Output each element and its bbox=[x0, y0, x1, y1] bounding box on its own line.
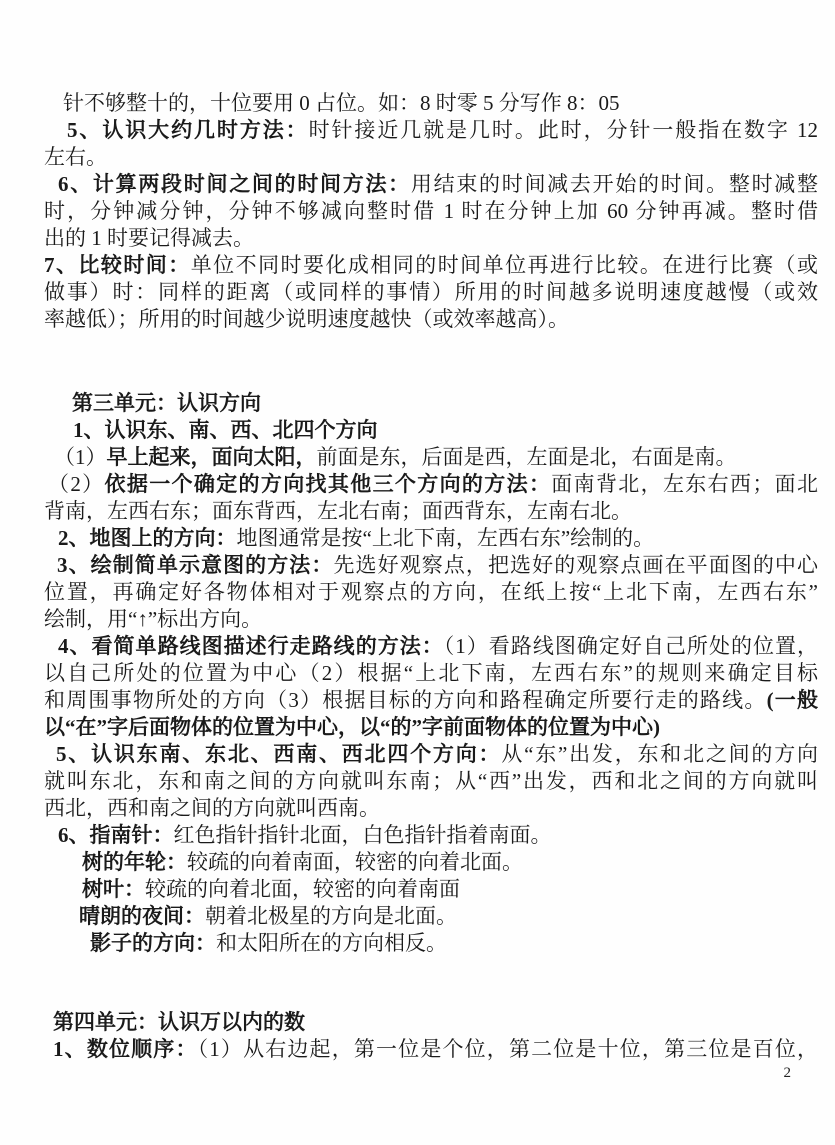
section-gap bbox=[44, 333, 818, 390]
text-run: 用结束的时间减去开始的时间。整时减整 bbox=[410, 172, 819, 196]
text-line bbox=[44, 552, 818, 579]
text-run-bold: 5、认识大约几时方法： bbox=[67, 118, 309, 142]
text-run: 时针接近几就是几时。此时，分针一般指在数字 12 bbox=[308, 118, 819, 142]
text-line bbox=[44, 876, 818, 903]
text-run: 地图通常是按“上北下南，左西右东”绘制的。 bbox=[236, 526, 655, 550]
text-line bbox=[44, 930, 818, 957]
text-line bbox=[44, 198, 818, 225]
text-line bbox=[44, 144, 818, 171]
text-run: 面南背北，左东右西；面北 bbox=[551, 472, 819, 496]
text-line bbox=[44, 252, 818, 279]
text-line bbox=[44, 306, 818, 333]
text-line bbox=[44, 903, 818, 930]
text-run-bold: 第四单元：认识万以内的数 bbox=[53, 1010, 305, 1034]
text-run-bold: 6、指南针： bbox=[58, 823, 174, 847]
text-line bbox=[44, 471, 818, 498]
text-line bbox=[44, 90, 818, 117]
text-run: （1）从右边起，第一位是个位，第二位是十位，第三位是百位， bbox=[197, 1037, 819, 1061]
text-run: （1） bbox=[54, 445, 107, 469]
text-run: 针不够整十的，十位要用 0 占位。如：8 时零 5 分写作 8：05 bbox=[63, 91, 620, 115]
text-run-bold: 4、看简单路线图描述行走路线的方法： bbox=[58, 634, 444, 658]
text-run: 和太阳所在的方向相反。 bbox=[216, 931, 447, 955]
text-line bbox=[44, 417, 818, 444]
text-line bbox=[44, 660, 818, 687]
text-line bbox=[44, 279, 818, 306]
text-run: 从“东”出发，东和北之间的方向 bbox=[501, 742, 819, 766]
text-line bbox=[44, 390, 818, 417]
text-line bbox=[44, 444, 818, 471]
section-gap bbox=[44, 957, 818, 1009]
text-line bbox=[44, 849, 818, 876]
text-line bbox=[44, 1009, 818, 1036]
text-run: 做事）时：同样的距离（或同样的事情）所用的时间越多说明速度越慢（或效 bbox=[44, 280, 818, 304]
text-run: 就叫东北，东和南之间的方向就叫东南；从“西”出发，西和北之间的方向就叫 bbox=[44, 769, 818, 793]
text-run: 红色指针指针北面，白色指针指着南面。 bbox=[173, 823, 552, 847]
text-run: 绘制，用“↑”标出方向。 bbox=[44, 607, 263, 631]
text-run: 先选好观察点，把选好的观察点画在平面图的中心 bbox=[333, 553, 819, 577]
document-body bbox=[44, 90, 818, 1063]
text-run-bold: 以“在”字后面物体的位置为中心，以“的”字前面物体的位置为中心) bbox=[44, 715, 660, 739]
text-run-bold: 依据一个确定的方向找其他三个方向的方法： bbox=[104, 472, 552, 496]
text-run-bold: 7、比较时间： bbox=[44, 253, 191, 277]
text-line bbox=[44, 225, 818, 252]
text-run: （2） bbox=[48, 472, 105, 496]
text-run: 位置，再确定好各物体相对于观察点的方向，在纸上按“上北下南，左西右东” bbox=[44, 580, 818, 604]
text-run: 和周围事物所处的方向（3）根据目标的方向和路程确定所要行走的路线。 bbox=[44, 688, 767, 712]
text-run-bold: 3、绘制简单示意图的方法： bbox=[57, 553, 334, 577]
text-line bbox=[44, 498, 818, 525]
text-run: 朝着北极星的方向是北面。 bbox=[205, 904, 457, 928]
text-run: 西北，西和南之间的方向就叫西南。 bbox=[44, 796, 380, 820]
text-run-bold: 5、认识东南、东北、西南、西北四个方向： bbox=[56, 742, 502, 766]
text-run: 率越低）；所用的时间越少说明速度越快（或效率越高）。 bbox=[44, 307, 569, 331]
text-run: 出的 1 时要记得减去。 bbox=[44, 226, 254, 250]
text-line bbox=[44, 117, 818, 144]
text-run-bold: 影子的方向： bbox=[90, 931, 216, 955]
text-run: 单位不同时要化成相同的时间单位再进行比较。在进行比赛（或 bbox=[190, 253, 819, 277]
text-run-bold: 6、计算两段时间之间的时间方法： bbox=[58, 172, 411, 196]
text-line bbox=[44, 741, 818, 768]
text-run-bold: 2、地图上的方向： bbox=[58, 526, 237, 550]
text-run: （1）看路线图确定好自己所处的位置， bbox=[443, 634, 819, 658]
text-line bbox=[44, 714, 818, 741]
text-run: 左右。 bbox=[44, 145, 107, 169]
page-number: 2 bbox=[783, 1065, 791, 1081]
text-run: 前面是东，后面是西，左面是北，右面是南。 bbox=[316, 445, 737, 469]
text-line bbox=[44, 579, 818, 606]
text-run-bold: (一般 bbox=[766, 688, 818, 712]
text-line bbox=[44, 606, 818, 633]
text-line bbox=[44, 633, 818, 660]
text-run: 以自己所处的位置为中心（2）根据“上北下南，左西右东”的规则来确定目标 bbox=[44, 661, 818, 685]
text-line bbox=[44, 171, 818, 198]
text-line bbox=[44, 687, 818, 714]
text-line bbox=[44, 768, 818, 795]
text-run-bold: 第三单元：认识方向 bbox=[72, 391, 261, 415]
text-run-bold: 1、数位顺序： bbox=[53, 1037, 198, 1061]
text-run-bold: 树叶： bbox=[82, 877, 145, 901]
text-run-bold: 晴朗的夜间： bbox=[79, 904, 205, 928]
text-run: 较疏的向着北面，较密的向着南面 bbox=[145, 877, 460, 901]
text-run: 较疏的向着南面，较密的向着北面。 bbox=[187, 850, 523, 874]
text-line bbox=[44, 1036, 818, 1063]
text-run: 时，分钟减分钟，分钟不够减向整时借 1 时在分钟上加 60 分钟再减。整时借 bbox=[44, 199, 818, 223]
text-line bbox=[44, 822, 818, 849]
text-run-bold: 树的年轮： bbox=[82, 850, 187, 874]
text-run: 背南，左西右东；面东背西，左北右南；面西背东，左南右北。 bbox=[44, 499, 632, 523]
text-run-bold: 早上起来，面向太阳， bbox=[106, 445, 317, 469]
text-line bbox=[44, 525, 818, 552]
text-run-bold: 1、认识东、南、西、北四个方向 bbox=[73, 418, 378, 442]
text-line bbox=[44, 795, 818, 822]
